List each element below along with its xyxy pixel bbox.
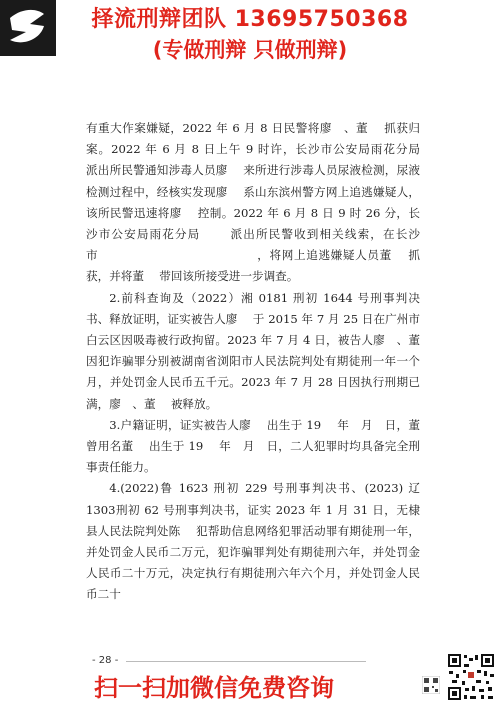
banner-slogan-line: (专做刑辩 只做刑辩): [152, 38, 348, 62]
page-number: - 28 -: [92, 655, 119, 666]
wechat-qr-code-icon[interactable]: [446, 652, 496, 702]
footer-wechat-banner: 扫一扫加微信免费咨询: [94, 674, 334, 702]
banner-contact-line: 择流刑辩团队 13695750368: [91, 7, 409, 32]
paragraph-1: 有重大作案嫌疑，2022 年 6 月 8 日民警将廖 、董 抓获归案。2022 年 6 月 8 日上午 9 时许，长沙市公安局雨花分局 派出所民警通知涉毒人员廖 来所进行涉毒人员尿液检测，尿液检测过程中，经核实发现廖 系山东滨州警方网上追逃嫌疑人，该所民警迅速将廖 控制。2022 年 6 月 8 日 9 时 26 分，长沙市公安局雨花分局 派出所民警收到相关线索，在长沙市 ，将网上追逃嫌疑人员董 抓获，并将董 带回该所接受进一步调查。: [86, 121, 444, 284]
small-qr-icon: [422, 676, 440, 694]
document-body: [86, 118, 444, 606]
paragraph-2: 2.前科查询及（2022）湘 0181 刑初 1644 号刑事判决书、释放证明，证实被告人廖 于 2015 年 7 月 25 日在广州市白云区因吸毒被行政拘留。2023 年 7 月 4 日，被告人廖 、董 因犯诈骗罪分别被湖南省浏阳市人民法院判处有期徒刑一年一个月，并处罚金人民币五千元。2023 年 7 月 28 日因执行刑期已满，廖 、董 被释放。: [86, 290, 432, 411]
paragraph-4: 4.(2022)鲁 1623 刑初 229 号刑事判决书、(2023) 辽 1303刑初 62 号刑事判决书，证实 2023 年 1 月 31 日，无棣县人民法院判处陈 犯帮助信息网络犯罪活动罪有期徒刑一年，并处罚金人民币二万元，犯诈骗罪判处有期徒刑六年，并处罚金人民币二十万元，决定执行有期徒刑六年六个月，并处罚金人民币二十: [86, 481, 420, 602]
paragraph-3: 3.户籍证明，证实被告人廖 出生于 19 年 月 日，董 曾用名董 出生于 19 年 月 日，二人犯罪时均具备完全刑事责任能力。: [86, 417, 436, 475]
footer-divider: [126, 661, 366, 662]
